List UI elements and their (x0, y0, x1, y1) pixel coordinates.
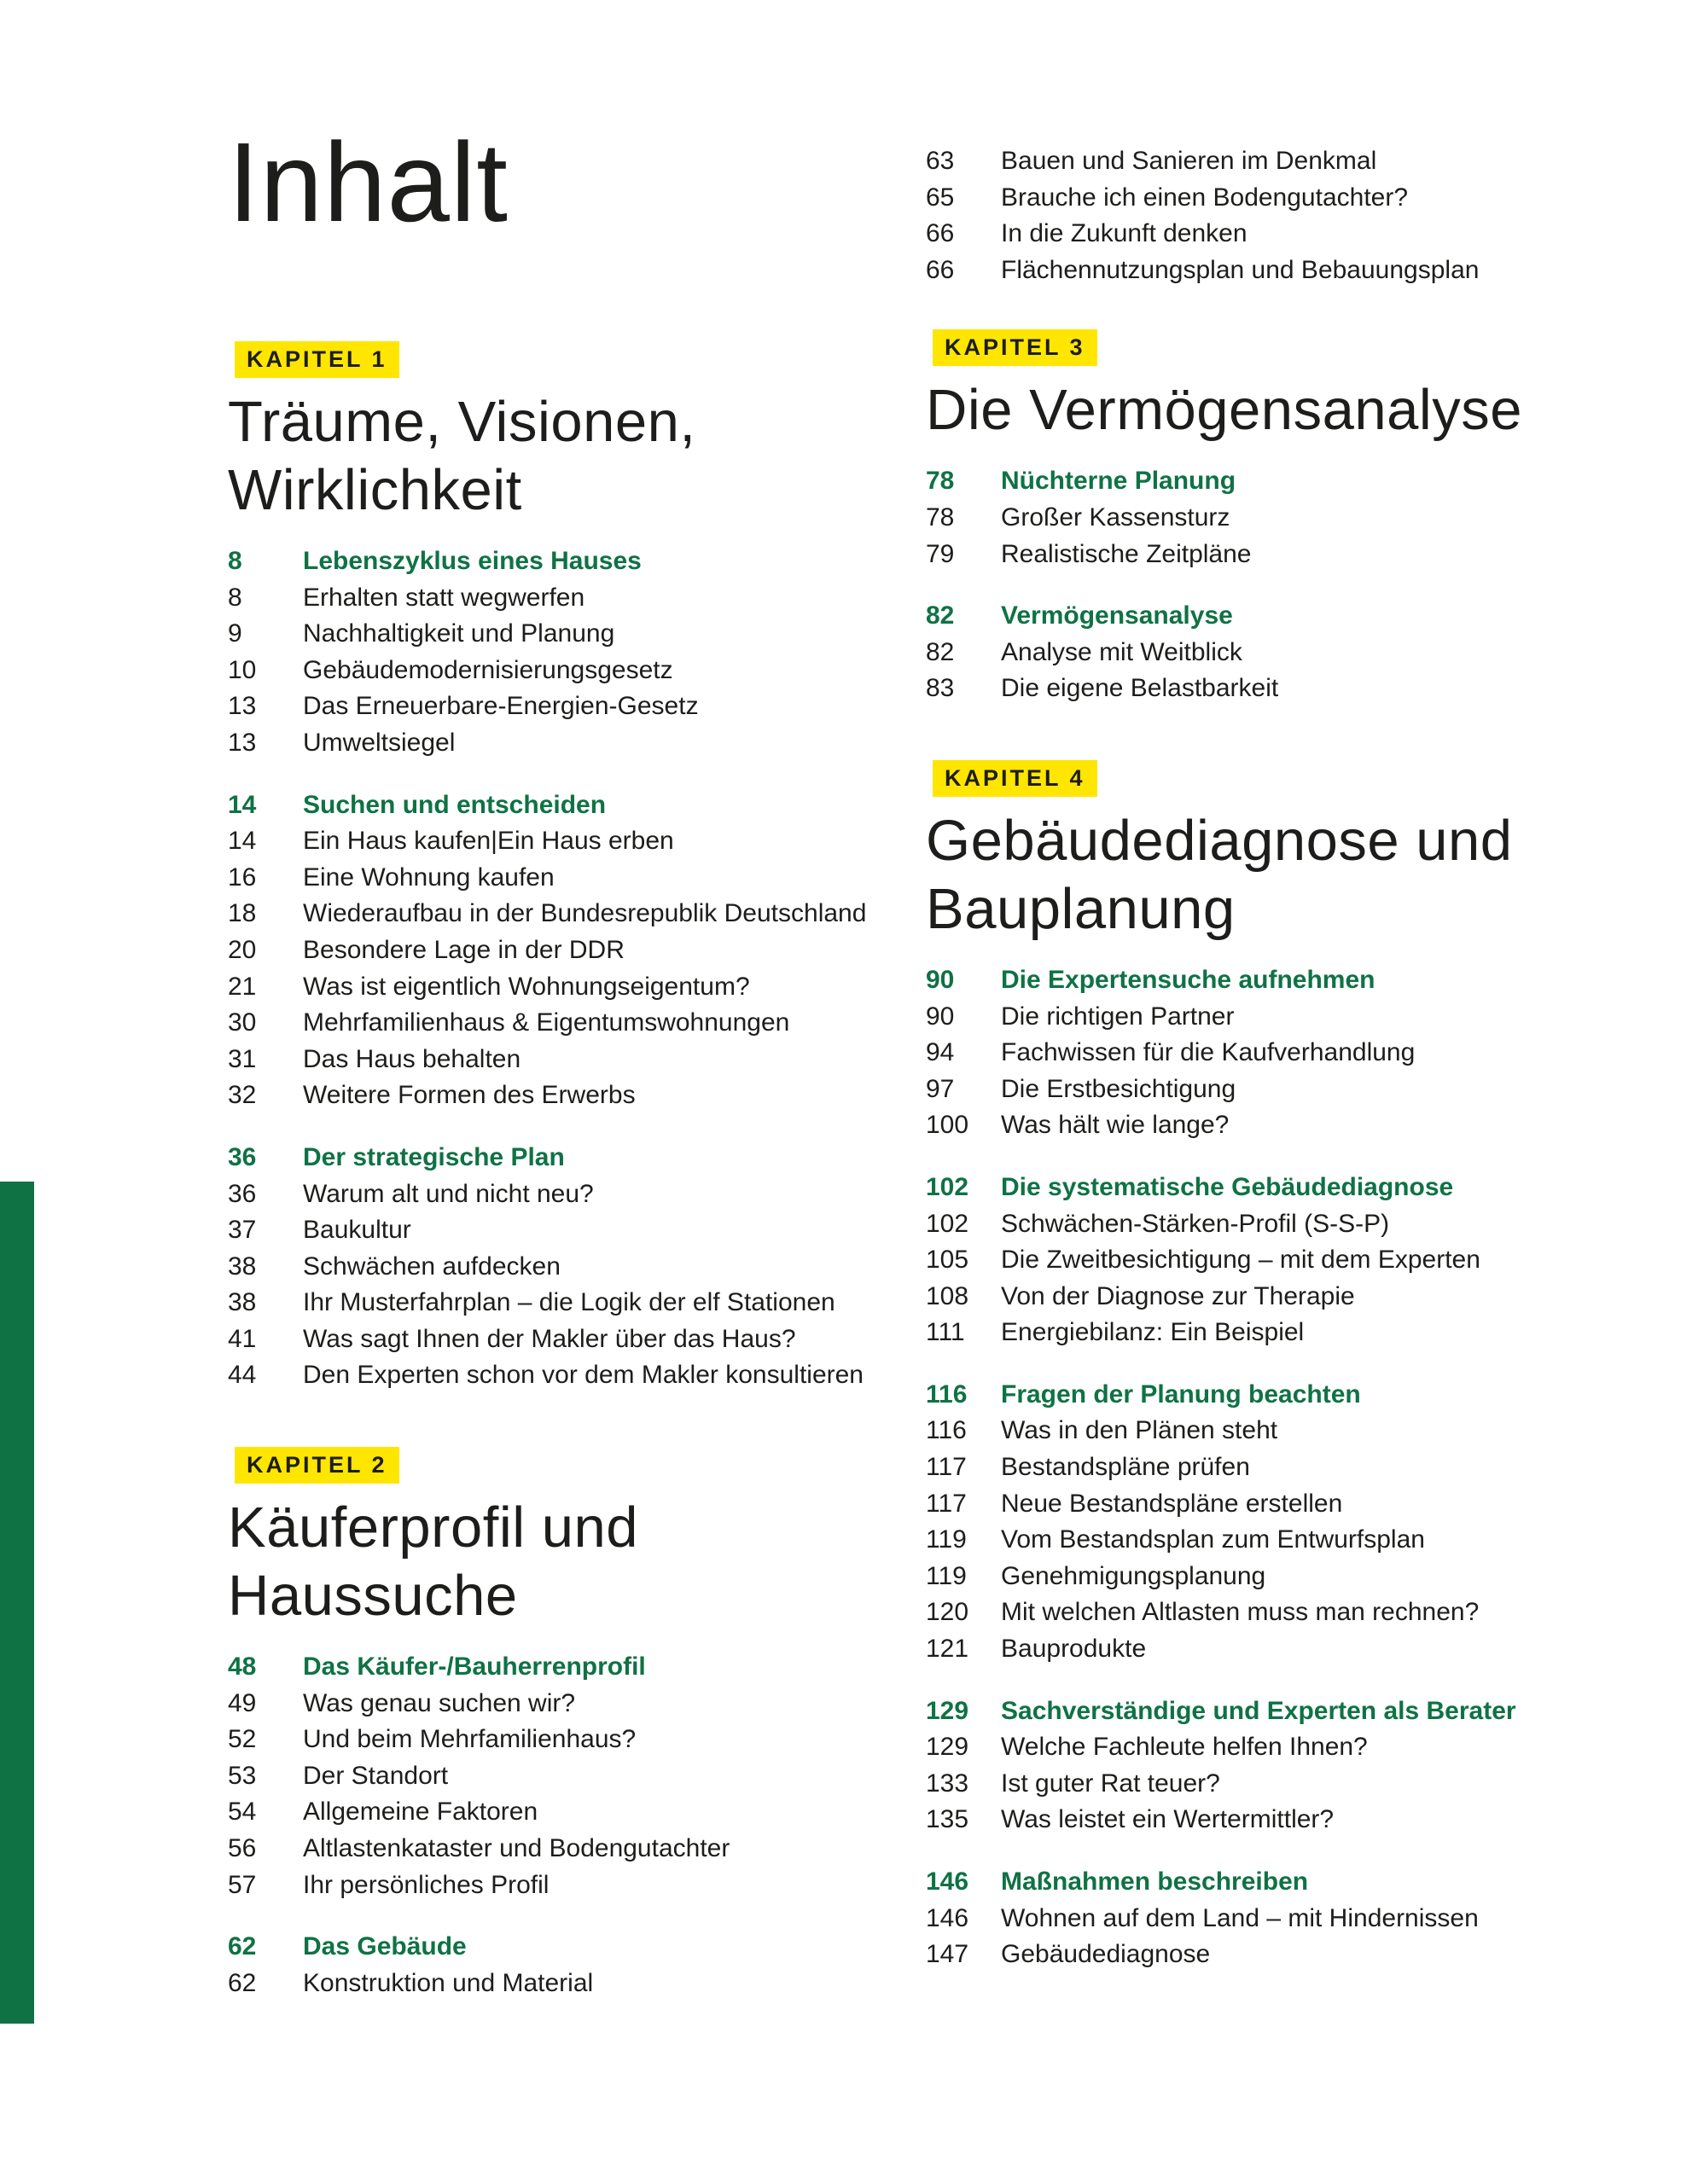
entry-page-number: 83 (926, 674, 955, 703)
entry-title: Genehmigungsplanung (1001, 1561, 1266, 1590)
entry-page-number: 9 (228, 619, 242, 648)
section-page-number: 8 (228, 547, 242, 575)
toc-entry[interactable] (228, 616, 910, 653)
page-title: Inhalt (228, 119, 509, 245)
toc-entry[interactable] (228, 896, 910, 932)
section-page-number: 36 (228, 1142, 257, 1171)
toc-entry[interactable] (926, 999, 1660, 1036)
section-title: Der strategische Plan (303, 1142, 565, 1171)
toc-section (926, 1170, 1660, 1351)
toc-section (926, 962, 1660, 1144)
section-page-number: 78 (926, 467, 955, 496)
entry-page-number: 31 (228, 1044, 257, 1073)
entry-page-number: 121 (926, 1635, 969, 1664)
toc-entry[interactable] (228, 653, 910, 689)
entry-page-number: 32 (228, 1081, 257, 1110)
toc-entry[interactable] (926, 216, 1660, 253)
toc-entry[interactable] (228, 580, 910, 617)
toc-entry[interactable] (228, 1357, 910, 1394)
toc-entry[interactable] (228, 1758, 910, 1795)
entry-title: Erhalten statt wegwerfen (303, 583, 585, 612)
entry-page-number: 52 (228, 1725, 257, 1754)
section-heading[interactable] (926, 1693, 1660, 1730)
toc-entry[interactable] (926, 1631, 1660, 1668)
entry-title: Die eigene Belastbarkeit (1001, 674, 1279, 703)
toc-entry[interactable] (926, 1242, 1660, 1279)
entry-page-number: 8 (228, 583, 242, 612)
entry-title: Ihr persönliches Profil (303, 1870, 550, 1899)
section-page-number: 48 (228, 1653, 257, 1682)
entry-page-number: 117 (926, 1489, 967, 1518)
toc-entry[interactable] (228, 969, 910, 1006)
entry-page-number: 97 (926, 1074, 955, 1103)
entry-page-number: 111 (926, 1318, 965, 1347)
entry-title: Das Erneuerbare-Energien-Gesetz (303, 692, 699, 721)
entry-title: Besondere Lage in der DDR (303, 935, 625, 964)
section-heading[interactable] (228, 1649, 910, 1686)
entry-page-number: 94 (926, 1038, 955, 1067)
toc-entry[interactable] (926, 1035, 1660, 1072)
toc-entry[interactable] (228, 823, 910, 860)
section-page-number: 62 (228, 1932, 257, 1961)
toc-entry[interactable] (926, 1449, 1660, 1486)
section-page-number: 116 (926, 1380, 968, 1409)
toc-section (228, 787, 910, 1114)
chapter-title-line: Haussuche (228, 1564, 518, 1629)
section-title: Das Käufer-/Bauherrenprofil (303, 1653, 646, 1682)
chapter-block (926, 329, 1660, 707)
toc-entry[interactable] (228, 1686, 910, 1722)
section-title: Maßnahmen beschreiben (1001, 1867, 1309, 1896)
toc-section (926, 1693, 1660, 1838)
section-title: Die systematische Gebäudediagnose (1001, 1172, 1454, 1201)
entry-title: Wiederaufbau in der Bundesrepublik Deutschland (303, 899, 867, 928)
toc-entry[interactable] (926, 1766, 1660, 1803)
toc-entry[interactable] (228, 860, 910, 897)
toc-entry[interactable] (926, 671, 1660, 707)
entry-title: Baukultur (303, 1216, 411, 1245)
entry-title: Was ist eigentlich Wohnungseigentum? (303, 972, 750, 1001)
toc-entry[interactable] (926, 1594, 1660, 1631)
entry-title: Den Experten schon vor dem Makler konsultieren (303, 1361, 864, 1390)
toc-section (228, 1649, 910, 1903)
chapter-block (228, 1447, 910, 2001)
entry-title: Warum alt und nicht neu? (303, 1179, 594, 1208)
chapter-title-line: Die Vermögensanalyse (926, 378, 1523, 443)
section-heading[interactable] (926, 1170, 1660, 1206)
chapter-title (228, 388, 910, 525)
toc-entry[interactable] (926, 1937, 1660, 1973)
entry-page-number: 65 (926, 183, 955, 212)
toc-entry[interactable] (926, 500, 1660, 537)
toc-entry[interactable] (926, 1486, 1660, 1523)
toc-entry[interactable] (228, 1722, 910, 1758)
entry-title: Großer Kassensturz (1001, 502, 1230, 531)
entry-page-number: 90 (926, 1002, 955, 1031)
section-heading[interactable] (926, 598, 1660, 635)
entry-page-number: 108 (926, 1281, 969, 1310)
entry-title: Ist guter Rat teuer? (1001, 1769, 1220, 1798)
entry-title: Der Standort (303, 1761, 449, 1790)
toc-entry[interactable] (926, 1413, 1660, 1449)
entry-title: Wohnen auf dem Land – mit Hindernissen (1001, 1903, 1479, 1932)
entry-page-number: 100 (926, 1111, 969, 1140)
toc-entry[interactable] (926, 1522, 1660, 1559)
toc-entry[interactable] (228, 1966, 910, 2002)
section-page-number: 129 (926, 1696, 969, 1725)
continued-entries (926, 143, 1660, 288)
entry-title: Die Erstbesichtigung (1001, 1074, 1236, 1103)
toc-entry[interactable] (926, 537, 1660, 573)
entry-page-number: 57 (228, 1870, 257, 1899)
entry-title: Energiebilanz: Ein Beispiel (1001, 1318, 1305, 1347)
entry-page-number: 21 (228, 972, 257, 1001)
toc-entry[interactable] (926, 635, 1660, 671)
section-title: Suchen und entscheiden (303, 790, 607, 819)
entry-page-number: 78 (926, 502, 955, 531)
section-title: Nüchterne Planung (1001, 467, 1236, 496)
toc-entry[interactable] (228, 1005, 910, 1042)
toc-entry[interactable] (926, 253, 1660, 289)
toc-entry[interactable] (228, 1042, 910, 1078)
entry-title: Neue Bestandspläne erstellen (1001, 1489, 1343, 1518)
toc-entry[interactable] (228, 1794, 910, 1831)
toc-entry[interactable] (228, 1212, 910, 1249)
entry-page-number: 120 (926, 1598, 969, 1627)
section-page-number: 90 (926, 965, 955, 994)
section-title: Lebenszyklus eines Hauses (303, 547, 642, 575)
entry-page-number: 16 (228, 863, 257, 892)
entry-title: Welche Fachleute helfen Ihnen? (1001, 1733, 1368, 1762)
entry-page-number: 13 (228, 728, 257, 757)
entry-page-number: 66 (926, 255, 955, 284)
toc-entry[interactable] (228, 725, 910, 762)
section-title: Vermögensanalyse (1001, 601, 1233, 630)
entry-title: Schwächen aufdecken (303, 1252, 561, 1281)
entry-page-number: 36 (228, 1179, 257, 1208)
entry-title: Was in den Plänen steht (1001, 1416, 1278, 1445)
entry-page-number: 13 (228, 692, 257, 721)
entry-title: Und beim Mehrfamilienhaus? (303, 1725, 637, 1754)
entry-title: Analyse mit Weitblick (1001, 637, 1242, 666)
accent-bar (0, 1182, 34, 2024)
toc-entry[interactable] (926, 180, 1660, 217)
toc-entry[interactable] (228, 1321, 910, 1358)
toc-section (228, 1929, 910, 2001)
toc-entry[interactable] (228, 1285, 910, 1321)
section-heading[interactable] (228, 1929, 910, 1966)
toc-entry[interactable] (926, 1802, 1660, 1838)
entry-title: Schwächen-Stärken-Profil (S-S-P) (1001, 1209, 1390, 1238)
entry-title: Was leistet ein Wertermittler? (1001, 1805, 1335, 1834)
entry-title: Vom Bestandsplan zum Entwurfsplan (1001, 1525, 1425, 1554)
entry-title: Bauprodukte (1001, 1635, 1147, 1664)
section-heading[interactable] (228, 1140, 910, 1176)
entry-title: Das Haus behalten (303, 1044, 521, 1073)
entry-page-number: 82 (926, 637, 955, 666)
entry-title: Was genau suchen wir? (303, 1688, 576, 1717)
toc-entry[interactable] (926, 1901, 1660, 1937)
toc-entry[interactable] (926, 1072, 1660, 1108)
entry-page-number: 38 (228, 1288, 257, 1317)
toc-section (926, 598, 1660, 707)
entry-page-number: 30 (228, 1008, 257, 1037)
entry-title: Die Zweitbesichtigung – mit dem Experten (1001, 1246, 1480, 1275)
entry-title: Realistische Zeitpläne (1001, 539, 1252, 568)
toc-entry[interactable] (926, 1107, 1660, 1144)
entry-page-number: 54 (228, 1798, 257, 1827)
chapter-badge: KAPITEL 3 (933, 329, 1097, 366)
entry-title: Konstruktion und Material (303, 1968, 594, 1997)
chapter-title (228, 1494, 910, 1630)
entry-title: Gebäudemodernisierungsgesetz (303, 655, 673, 684)
entry-title: Altlastenkataster und Bodengutachter (303, 1834, 730, 1863)
entry-title: Was sagt Ihnen der Makler über das Haus? (303, 1324, 796, 1353)
toc-entry[interactable] (228, 1867, 910, 1904)
toc-entry[interactable] (228, 688, 910, 725)
left-column (228, 341, 910, 2001)
entry-page-number: 146 (926, 1903, 969, 1932)
chapter-title (926, 807, 1660, 944)
toc-section (926, 1864, 1660, 1973)
entry-page-number: 44 (228, 1361, 257, 1390)
toc-entry[interactable] (926, 1729, 1660, 1766)
entry-title: Allgemeine Faktoren (303, 1798, 538, 1827)
chapter-title-line: Käuferprofil und (228, 1496, 639, 1560)
entry-page-number: 105 (926, 1246, 969, 1275)
section-heading[interactable] (926, 962, 1660, 999)
toc-entry[interactable] (926, 143, 1660, 180)
chapter-badge: KAPITEL 2 (235, 1447, 399, 1484)
toc-entry[interactable] (228, 1176, 910, 1213)
entry-title: Umweltsiegel (303, 728, 456, 757)
chapter-badge: KAPITEL 4 (933, 760, 1097, 797)
chapter-title (926, 376, 1660, 444)
section-list (926, 962, 1660, 1973)
entry-title: Was hält wie lange? (1001, 1111, 1230, 1140)
chapter-block (926, 760, 1660, 1973)
section-heading[interactable] (228, 787, 910, 824)
entry-title: Flächennutzungsplan und Bebauungsplan (1001, 255, 1480, 284)
entry-page-number: 119 (926, 1525, 967, 1554)
entry-page-number: 49 (228, 1688, 257, 1717)
section-page-number: 82 (926, 601, 955, 630)
section-page-number: 102 (926, 1172, 969, 1201)
toc-section (926, 463, 1660, 572)
entry-title: Brauche ich einen Bodengutachter? (1001, 183, 1409, 212)
entry-title: Bestandspläne prüfen (1001, 1453, 1250, 1482)
entry-page-number: 18 (228, 899, 257, 928)
section-list (926, 463, 1660, 707)
chapter-title-line: Wirklichkeit (228, 458, 522, 522)
entry-title: Ein Haus kaufen|Ein Haus erben (303, 827, 674, 856)
entry-title: In die Zukunft denken (1001, 219, 1247, 248)
entry-page-number: 116 (926, 1416, 967, 1445)
entry-title: Mehrfamilienhaus & Eigentumswohnungen (303, 1008, 790, 1037)
right-column (926, 143, 1660, 1973)
entry-title: Weitere Formen des Erwerbs (303, 1081, 636, 1110)
entry-title: Eine Wohnung kaufen (303, 863, 555, 892)
toc-entry[interactable] (228, 932, 910, 969)
entry-page-number: 133 (926, 1769, 969, 1798)
section-title: Fragen der Planung beachten (1001, 1380, 1361, 1409)
entry-page-number: 41 (228, 1324, 257, 1353)
entry-title: Mit welchen Altlasten muss man rechnen? (1001, 1598, 1480, 1627)
section-heading[interactable] (228, 543, 910, 580)
section-title: Sachverständige und Experten als Berater (1001, 1696, 1516, 1725)
toc-entry[interactable] (228, 1831, 910, 1867)
entry-title: Die richtigen Partner (1001, 1002, 1235, 1031)
toc-section (228, 543, 910, 762)
section-page-number: 14 (228, 790, 257, 819)
chapter-block (228, 341, 910, 1394)
entry-title: Fachwissen für die Kaufverhandlung (1001, 1038, 1416, 1067)
entry-page-number: 38 (228, 1252, 257, 1281)
entry-page-number: 10 (228, 655, 257, 684)
entry-page-number: 53 (228, 1761, 257, 1790)
entry-page-number: 63 (926, 147, 955, 175)
section-heading[interactable] (926, 463, 1660, 500)
entry-page-number: 79 (926, 539, 955, 568)
entry-page-number: 129 (926, 1733, 969, 1762)
section-list (228, 1649, 910, 2001)
chapter-badge: KAPITEL 1 (235, 341, 399, 378)
chapter-title-line: Träume, Visionen, (228, 390, 696, 454)
entry-page-number: 119 (926, 1561, 967, 1590)
entry-page-number: 62 (228, 1968, 257, 1997)
section-heading[interactable] (926, 1864, 1660, 1901)
entry-page-number: 56 (228, 1834, 257, 1863)
toc-entry[interactable] (926, 1206, 1660, 1243)
entry-title: Bauen und Sanieren im Denkmal (1001, 147, 1377, 175)
toc-section (228, 1140, 910, 1394)
toc-entry[interactable] (926, 1279, 1660, 1316)
section-title: Die Expertensuche aufnehmen (1001, 965, 1375, 994)
entry-page-number: 102 (926, 1209, 969, 1238)
toc-entry[interactable] (926, 1315, 1660, 1351)
entry-page-number: 135 (926, 1805, 969, 1834)
toc-entry[interactable] (228, 1077, 910, 1114)
entry-title: Ihr Musterfahrplan – die Logik der elf Stationen (303, 1288, 835, 1317)
toc-entry[interactable] (926, 1559, 1660, 1595)
section-title: Das Gebäude (303, 1932, 467, 1961)
entry-page-number: 14 (228, 827, 257, 856)
entry-title: Gebäudediagnose (1001, 1940, 1211, 1969)
chapter-title-line: Bauplanung (926, 876, 1236, 941)
chapter-title-line: Gebäudediagnose und (926, 808, 1513, 873)
entry-page-number: 117 (926, 1453, 967, 1482)
section-page-number: 146 (926, 1867, 969, 1896)
entry-title: Von der Diagnose zur Therapie (1001, 1281, 1355, 1310)
section-list (228, 543, 910, 1394)
entry-page-number: 37 (228, 1216, 257, 1245)
section-heading[interactable] (926, 1377, 1660, 1414)
toc-section (926, 1377, 1660, 1668)
entry-page-number: 66 (926, 219, 955, 248)
entry-page-number: 20 (228, 935, 257, 964)
toc-entry[interactable] (228, 1249, 910, 1286)
entry-title: Nachhaltigkeit und Planung (303, 619, 615, 648)
entry-page-number: 147 (926, 1940, 969, 1969)
